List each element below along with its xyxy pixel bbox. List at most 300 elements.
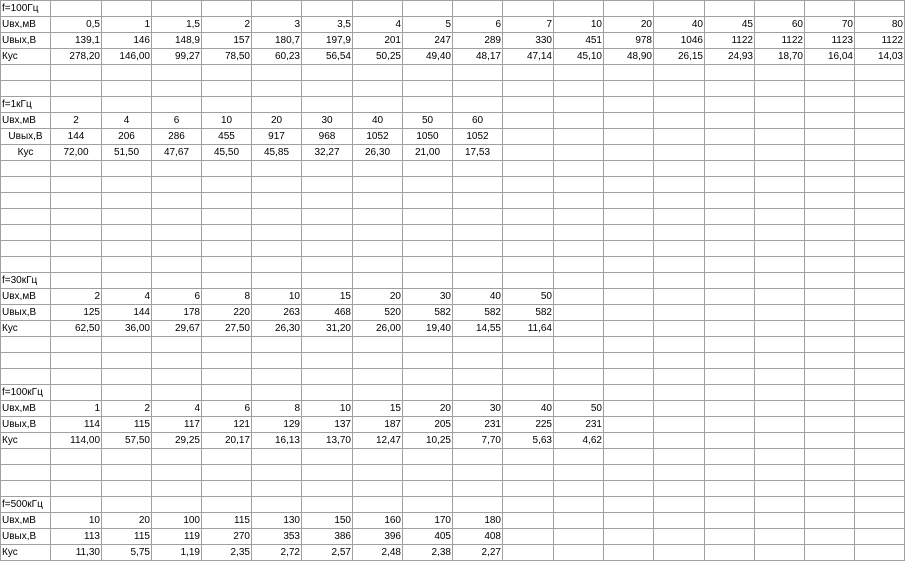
sheet-cell[interactable]	[1, 241, 51, 257]
sheet-cell[interactable]	[604, 225, 654, 241]
sheet-cell[interactable]	[755, 449, 805, 465]
sheet-cell[interactable]	[654, 305, 705, 321]
sheet-cell[interactable]: 29,25	[152, 433, 202, 449]
sheet-cell[interactable]: 60,23	[252, 49, 302, 65]
sheet-cell[interactable]: 5	[403, 17, 453, 33]
sheet-cell[interactable]	[554, 305, 604, 321]
sheet-cell[interactable]	[855, 241, 905, 257]
sheet-cell[interactable]	[755, 305, 805, 321]
sheet-cell[interactable]: 137	[302, 417, 353, 433]
row-label-cell[interactable]: Кус	[1, 433, 51, 449]
sheet-cell[interactable]	[403, 449, 453, 465]
sheet-cell[interactable]: 26,30	[353, 145, 403, 161]
sheet-cell[interactable]	[202, 257, 252, 273]
sheet-cell[interactable]: 289	[453, 33, 503, 49]
sheet-cell[interactable]	[353, 465, 403, 481]
sheet-cell[interactable]	[1, 257, 51, 273]
sheet-cell[interactable]	[1, 369, 51, 385]
sheet-cell[interactable]	[654, 1, 705, 17]
sheet-cell[interactable]	[755, 401, 805, 417]
sheet-cell[interactable]	[51, 481, 102, 497]
sheet-cell[interactable]: 11,64	[503, 321, 554, 337]
sheet-cell[interactable]	[755, 65, 805, 81]
sheet-cell[interactable]: 27,50	[202, 321, 252, 337]
sheet-cell[interactable]	[554, 385, 604, 401]
sheet-cell[interactable]	[51, 97, 102, 113]
sheet-cell[interactable]: 56,54	[302, 49, 353, 65]
sheet-cell[interactable]	[51, 369, 102, 385]
sheet-cell[interactable]	[102, 337, 152, 353]
sheet-cell[interactable]: 396	[353, 529, 403, 545]
sheet-cell[interactable]	[604, 545, 654, 561]
sheet-cell[interactable]	[855, 1, 905, 17]
sheet-cell[interactable]	[855, 273, 905, 289]
sheet-cell[interactable]	[453, 241, 503, 257]
sheet-cell[interactable]	[302, 65, 353, 81]
row-label-cell[interactable]: Uвх,мВ	[1, 401, 51, 417]
sheet-cell[interactable]: 30	[453, 401, 503, 417]
sheet-cell[interactable]	[1, 81, 51, 97]
sheet-cell[interactable]	[1, 193, 51, 209]
sheet-cell[interactable]: 117	[152, 417, 202, 433]
sheet-cell[interactable]	[302, 193, 353, 209]
sheet-cell[interactable]	[403, 481, 453, 497]
sheet-cell[interactable]: 26,15	[654, 49, 705, 65]
sheet-cell[interactable]	[252, 161, 302, 177]
sheet-cell[interactable]	[51, 449, 102, 465]
sheet-cell[interactable]	[805, 529, 855, 545]
sheet-cell[interactable]	[654, 385, 705, 401]
sheet-cell[interactable]	[805, 401, 855, 417]
sheet-cell[interactable]: 2,57	[302, 545, 353, 561]
sheet-cell[interactable]	[604, 529, 654, 545]
sheet-cell[interactable]	[705, 401, 755, 417]
sheet-cell[interactable]	[152, 481, 202, 497]
sheet-cell[interactable]: 15	[353, 401, 403, 417]
sheet-cell[interactable]	[403, 385, 453, 401]
sheet-cell[interactable]	[353, 225, 403, 241]
sheet-cell[interactable]	[102, 481, 152, 497]
sheet-cell[interactable]	[252, 225, 302, 241]
sheet-cell[interactable]: 80	[855, 17, 905, 33]
sheet-cell[interactable]	[152, 337, 202, 353]
sheet-cell[interactable]	[705, 129, 755, 145]
sheet-cell[interactable]	[302, 209, 353, 225]
sheet-cell[interactable]: 197,9	[302, 33, 353, 49]
sheet-cell[interactable]	[604, 353, 654, 369]
sheet-cell[interactable]	[152, 273, 202, 289]
sheet-cell[interactable]: 115	[202, 513, 252, 529]
sheet-cell[interactable]	[202, 353, 252, 369]
sheet-cell[interactable]	[302, 161, 353, 177]
sheet-cell[interactable]: 115	[102, 529, 152, 545]
sheet-cell[interactable]	[604, 401, 654, 417]
sheet-cell[interactable]	[353, 241, 403, 257]
sheet-cell[interactable]	[102, 225, 152, 241]
sheet-cell[interactable]	[705, 497, 755, 513]
sheet-cell[interactable]	[503, 497, 554, 513]
sheet-cell[interactable]	[855, 305, 905, 321]
sheet-cell[interactable]	[503, 257, 554, 273]
sheet-cell[interactable]	[554, 145, 604, 161]
sheet-cell[interactable]	[554, 209, 604, 225]
sheet-cell[interactable]	[503, 177, 554, 193]
sheet-cell[interactable]: 49,40	[403, 49, 453, 65]
sheet-cell[interactable]	[604, 273, 654, 289]
sheet-cell[interactable]	[755, 241, 805, 257]
sheet-cell[interactable]	[302, 1, 353, 17]
sheet-cell[interactable]	[805, 65, 855, 81]
sheet-cell[interactable]: 48,90	[604, 49, 654, 65]
sheet-cell[interactable]	[403, 1, 453, 17]
sheet-cell[interactable]	[403, 193, 453, 209]
sheet-cell[interactable]	[855, 497, 905, 513]
sheet-cell[interactable]	[554, 193, 604, 209]
sheet-cell[interactable]: 20	[102, 513, 152, 529]
sheet-cell[interactable]	[503, 193, 554, 209]
sheet-cell[interactable]	[102, 449, 152, 465]
sheet-cell[interactable]: 45,50	[202, 145, 252, 161]
sheet-cell[interactable]: 144	[51, 129, 102, 145]
sheet-cell[interactable]	[353, 1, 403, 17]
sheet-cell[interactable]: 62,50	[51, 321, 102, 337]
sheet-cell[interactable]	[302, 465, 353, 481]
row-label-cell[interactable]: Uвых,В	[1, 529, 51, 545]
sheet-cell[interactable]: 72,00	[51, 145, 102, 161]
sheet-cell[interactable]	[755, 545, 805, 561]
sheet-cell[interactable]: 2,27	[453, 545, 503, 561]
sheet-cell[interactable]: 19,40	[403, 321, 453, 337]
sheet-cell[interactable]	[855, 97, 905, 113]
sheet-cell[interactable]	[755, 289, 805, 305]
sheet-cell[interactable]	[654, 177, 705, 193]
sheet-cell[interactable]: 144	[102, 305, 152, 321]
sheet-cell[interactable]	[102, 465, 152, 481]
sheet-cell[interactable]	[102, 81, 152, 97]
frequency-title-cell[interactable]: f=1кГц	[1, 97, 51, 113]
sheet-cell[interactable]: 139,1	[51, 33, 102, 49]
sheet-cell[interactable]	[202, 273, 252, 289]
sheet-cell[interactable]	[302, 273, 353, 289]
sheet-cell[interactable]: 2	[51, 113, 102, 129]
sheet-cell[interactable]	[705, 545, 755, 561]
sheet-cell[interactable]	[755, 529, 805, 545]
sheet-cell[interactable]	[353, 273, 403, 289]
sheet-cell[interactable]: 6	[152, 113, 202, 129]
sheet-cell[interactable]: 16,13	[252, 433, 302, 449]
sheet-cell[interactable]	[654, 273, 705, 289]
sheet-cell[interactable]	[453, 449, 503, 465]
sheet-cell[interactable]	[102, 193, 152, 209]
sheet-cell[interactable]	[654, 129, 705, 145]
sheet-cell[interactable]	[654, 289, 705, 305]
sheet-cell[interactable]	[604, 321, 654, 337]
sheet-cell[interactable]	[705, 449, 755, 465]
sheet-cell[interactable]: 5,63	[503, 433, 554, 449]
sheet-cell[interactable]	[554, 513, 604, 529]
sheet-cell[interactable]: 2,72	[252, 545, 302, 561]
sheet-cell[interactable]: 451	[554, 33, 604, 49]
sheet-cell[interactable]	[705, 337, 755, 353]
sheet-cell[interactable]	[554, 113, 604, 129]
sheet-cell[interactable]	[705, 193, 755, 209]
sheet-cell[interactable]	[1, 465, 51, 481]
sheet-cell[interactable]	[554, 177, 604, 193]
row-label-cell[interactable]: Uвых,В	[1, 305, 51, 321]
sheet-cell[interactable]	[554, 65, 604, 81]
sheet-cell[interactable]	[705, 65, 755, 81]
sheet-cell[interactable]	[755, 417, 805, 433]
sheet-cell[interactable]: 50	[503, 289, 554, 305]
sheet-cell[interactable]	[604, 97, 654, 113]
sheet-cell[interactable]: 468	[302, 305, 353, 321]
sheet-cell[interactable]	[654, 449, 705, 465]
sheet-cell[interactable]	[353, 385, 403, 401]
sheet-cell[interactable]	[855, 113, 905, 129]
sheet-cell[interactable]	[1, 209, 51, 225]
sheet-cell[interactable]	[353, 353, 403, 369]
sheet-cell[interactable]	[152, 385, 202, 401]
sheet-cell[interactable]	[855, 449, 905, 465]
sheet-cell[interactable]	[252, 465, 302, 481]
sheet-cell[interactable]	[453, 225, 503, 241]
sheet-cell[interactable]: 1	[102, 17, 152, 33]
sheet-cell[interactable]	[805, 177, 855, 193]
sheet-cell[interactable]	[302, 257, 353, 273]
sheet-cell[interactable]: 99,27	[152, 49, 202, 65]
sheet-cell[interactable]	[353, 97, 403, 113]
sheet-cell[interactable]	[755, 497, 805, 513]
sheet-cell[interactable]	[102, 65, 152, 81]
sheet-cell[interactable]	[855, 401, 905, 417]
sheet-cell[interactable]	[805, 545, 855, 561]
sheet-cell[interactable]	[604, 337, 654, 353]
sheet-cell[interactable]	[453, 97, 503, 113]
sheet-cell[interactable]	[102, 209, 152, 225]
sheet-cell[interactable]: 978	[604, 33, 654, 49]
sheet-cell[interactable]	[705, 145, 755, 161]
sheet-cell[interactable]	[755, 273, 805, 289]
sheet-cell[interactable]	[152, 497, 202, 513]
sheet-cell[interactable]	[102, 241, 152, 257]
sheet-cell[interactable]	[705, 481, 755, 497]
sheet-cell[interactable]: 129	[252, 417, 302, 433]
sheet-cell[interactable]: 50	[403, 113, 453, 129]
sheet-cell[interactable]	[604, 449, 654, 465]
row-label-cell[interactable]: Кус	[1, 49, 51, 65]
sheet-cell[interactable]	[855, 369, 905, 385]
sheet-cell[interactable]	[353, 481, 403, 497]
sheet-cell[interactable]: 201	[353, 33, 403, 49]
sheet-cell[interactable]	[252, 385, 302, 401]
sheet-cell[interactable]	[302, 385, 353, 401]
sheet-cell[interactable]: 121	[202, 417, 252, 433]
sheet-cell[interactable]	[453, 353, 503, 369]
sheet-cell[interactable]	[51, 385, 102, 401]
sheet-cell[interactable]	[1, 481, 51, 497]
sheet-cell[interactable]	[554, 481, 604, 497]
sheet-cell[interactable]: 278,20	[51, 49, 102, 65]
sheet-cell[interactable]	[453, 273, 503, 289]
sheet-cell[interactable]: 148,9	[152, 33, 202, 49]
sheet-cell[interactable]	[51, 161, 102, 177]
sheet-cell[interactable]: 150	[302, 513, 353, 529]
sheet-cell[interactable]	[503, 65, 554, 81]
sheet-cell[interactable]	[1, 337, 51, 353]
row-label-cell[interactable]: Uвых,В	[1, 33, 51, 49]
sheet-cell[interactable]	[604, 193, 654, 209]
frequency-title-cell[interactable]: f=100кГц	[1, 385, 51, 401]
sheet-cell[interactable]: 3,5	[302, 17, 353, 33]
sheet-cell[interactable]	[51, 337, 102, 353]
sheet-cell[interactable]: 225	[503, 417, 554, 433]
sheet-cell[interactable]: 14,03	[855, 49, 905, 65]
sheet-cell[interactable]: 119	[152, 529, 202, 545]
sheet-cell[interactable]: 270	[202, 529, 252, 545]
sheet-cell[interactable]: 968	[302, 129, 353, 145]
sheet-cell[interactable]	[102, 273, 152, 289]
sheet-cell[interactable]	[353, 497, 403, 513]
sheet-cell[interactable]	[453, 65, 503, 81]
sheet-cell[interactable]	[403, 369, 453, 385]
sheet-cell[interactable]	[554, 225, 604, 241]
sheet-cell[interactable]	[855, 177, 905, 193]
sheet-cell[interactable]	[403, 225, 453, 241]
sheet-cell[interactable]: 187	[353, 417, 403, 433]
sheet-cell[interactable]	[152, 465, 202, 481]
sheet-cell[interactable]	[403, 353, 453, 369]
sheet-cell[interactable]	[252, 449, 302, 465]
sheet-cell[interactable]: 100	[152, 513, 202, 529]
sheet-cell[interactable]: 160	[353, 513, 403, 529]
sheet-cell[interactable]	[1, 177, 51, 193]
sheet-cell[interactable]	[353, 161, 403, 177]
sheet-cell[interactable]	[654, 81, 705, 97]
sheet-cell[interactable]: 1	[51, 401, 102, 417]
sheet-cell[interactable]	[554, 97, 604, 113]
sheet-cell[interactable]	[202, 497, 252, 513]
sheet-cell[interactable]	[453, 465, 503, 481]
sheet-cell[interactable]	[805, 257, 855, 273]
frequency-title-cell[interactable]: f=500кГц	[1, 497, 51, 513]
sheet-cell[interactable]	[202, 65, 252, 81]
sheet-cell[interactable]	[554, 465, 604, 481]
sheet-cell[interactable]	[755, 353, 805, 369]
sheet-cell[interactable]	[202, 369, 252, 385]
sheet-cell[interactable]	[503, 449, 554, 465]
sheet-cell[interactable]	[805, 369, 855, 385]
sheet-cell[interactable]	[503, 369, 554, 385]
sheet-cell[interactable]	[554, 337, 604, 353]
sheet-cell[interactable]: 1052	[353, 129, 403, 145]
sheet-cell[interactable]: 4	[102, 113, 152, 129]
sheet-cell[interactable]: 2	[102, 401, 152, 417]
sheet-cell[interactable]	[453, 81, 503, 97]
sheet-cell[interactable]	[805, 113, 855, 129]
sheet-cell[interactable]	[152, 65, 202, 81]
sheet-cell[interactable]	[654, 225, 705, 241]
sheet-cell[interactable]	[503, 513, 554, 529]
sheet-cell[interactable]: 206	[102, 129, 152, 145]
sheet-cell[interactable]	[705, 465, 755, 481]
sheet-cell[interactable]	[805, 385, 855, 401]
sheet-cell[interactable]	[855, 145, 905, 161]
sheet-cell[interactable]: 20	[252, 113, 302, 129]
sheet-cell[interactable]	[252, 257, 302, 273]
sheet-cell[interactable]	[855, 417, 905, 433]
sheet-cell[interactable]: 386	[302, 529, 353, 545]
sheet-cell[interactable]	[353, 209, 403, 225]
sheet-cell[interactable]	[302, 241, 353, 257]
sheet-cell[interactable]: 40	[654, 17, 705, 33]
sheet-cell[interactable]	[805, 161, 855, 177]
sheet-cell[interactable]	[252, 481, 302, 497]
sheet-cell[interactable]	[302, 353, 353, 369]
sheet-cell[interactable]	[855, 481, 905, 497]
sheet-cell[interactable]	[503, 97, 554, 113]
sheet-cell[interactable]	[755, 1, 805, 17]
sheet-cell[interactable]	[654, 241, 705, 257]
sheet-cell[interactable]: 1123	[805, 33, 855, 49]
sheet-cell[interactable]	[855, 513, 905, 529]
sheet-cell[interactable]: 7,70	[453, 433, 503, 449]
row-label-cell[interactable]: Uвх,мВ	[1, 113, 51, 129]
sheet-cell[interactable]	[855, 353, 905, 369]
sheet-cell[interactable]: 582	[403, 305, 453, 321]
sheet-cell[interactable]	[554, 529, 604, 545]
sheet-cell[interactable]	[252, 81, 302, 97]
sheet-cell[interactable]	[302, 81, 353, 97]
sheet-cell[interactable]: 13,70	[302, 433, 353, 449]
sheet-cell[interactable]	[654, 209, 705, 225]
sheet-cell[interactable]	[705, 81, 755, 97]
sheet-cell[interactable]	[654, 433, 705, 449]
sheet-cell[interactable]	[654, 369, 705, 385]
sheet-cell[interactable]	[453, 481, 503, 497]
sheet-cell[interactable]: 5,75	[102, 545, 152, 561]
sheet-cell[interactable]	[202, 225, 252, 241]
sheet-cell[interactable]: 3	[252, 17, 302, 33]
sheet-cell[interactable]: 6	[152, 289, 202, 305]
sheet-cell[interactable]	[1, 449, 51, 465]
sheet-cell[interactable]	[705, 1, 755, 17]
sheet-cell[interactable]	[705, 385, 755, 401]
sheet-cell[interactable]	[51, 65, 102, 81]
sheet-cell[interactable]	[202, 97, 252, 113]
sheet-cell[interactable]	[805, 433, 855, 449]
sheet-cell[interactable]: 12,47	[353, 433, 403, 449]
sheet-cell[interactable]: 45,85	[252, 145, 302, 161]
sheet-cell[interactable]	[604, 129, 654, 145]
sheet-cell[interactable]: 8	[202, 289, 252, 305]
sheet-cell[interactable]	[654, 401, 705, 417]
sheet-cell[interactable]	[855, 385, 905, 401]
sheet-cell[interactable]: 520	[353, 305, 403, 321]
sheet-cell[interactable]	[353, 65, 403, 81]
sheet-cell[interactable]	[604, 433, 654, 449]
sheet-cell[interactable]	[755, 209, 805, 225]
sheet-cell[interactable]	[855, 433, 905, 449]
sheet-cell[interactable]: 1052	[453, 129, 503, 145]
sheet-cell[interactable]	[654, 257, 705, 273]
sheet-cell[interactable]	[554, 369, 604, 385]
sheet-cell[interactable]: 20	[353, 289, 403, 305]
sheet-cell[interactable]	[805, 337, 855, 353]
sheet-cell[interactable]	[604, 209, 654, 225]
sheet-cell[interactable]	[353, 257, 403, 273]
sheet-cell[interactable]: 231	[453, 417, 503, 433]
sheet-cell[interactable]	[604, 497, 654, 513]
